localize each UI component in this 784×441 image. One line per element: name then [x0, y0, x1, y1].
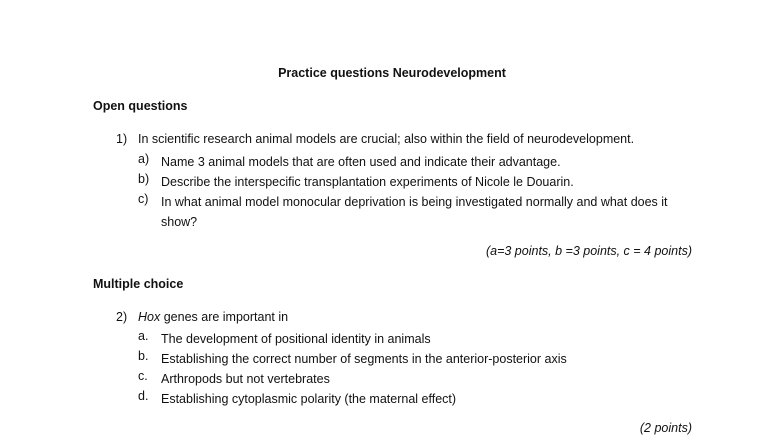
- open-questions-heading: Open questions: [93, 99, 188, 113]
- option-c-marker: c.: [138, 369, 148, 383]
- document-title: Practice questions Neurodevelopment: [278, 66, 506, 80]
- question-2-text-rest: genes are important in: [160, 310, 289, 324]
- question-2-number: 2): [116, 310, 128, 324]
- question-1-text: In scientific research animal models are crucial; also within the field of neurodevelopment.: [138, 132, 635, 146]
- sub-b-marker: b): [138, 172, 150, 186]
- question-2-points: (2 points): [639, 421, 692, 435]
- question-1-number: 1): [116, 132, 128, 146]
- question-1-points: (a=3 points, b =3 points, c = 4 points): [485, 244, 692, 258]
- sub-a-text: Name 3 animal models that are often used and indicate their advantage.: [161, 155, 561, 169]
- question-2-text-italic: Hox: [138, 310, 161, 324]
- multiple-choice-heading: Multiple choice: [93, 277, 184, 291]
- sub-a-marker: a): [138, 152, 150, 166]
- option-a-marker: a.: [138, 329, 149, 343]
- question-2-text: [138, 310, 288, 324]
- option-d-marker: d.: [138, 389, 149, 403]
- option-a-text: The development of positional identity in animals: [161, 332, 431, 346]
- option-d-text: Establishing cytoplasmic polarity (the maternal effect): [161, 392, 457, 406]
- sub-c-text: In what animal model monocular deprivation is being investigated normally and what does it show?: [161, 195, 668, 229]
- sub-b-text: Describe the interspecific transplantation experiments of Nicole le Douarin.: [161, 175, 574, 189]
- option-b-marker: b.: [138, 349, 149, 363]
- option-b-text: Establishing the correct number of segments in the anterior-posterior axis: [161, 352, 567, 366]
- option-c-text: Arthropods but not vertebrates: [161, 372, 330, 386]
- sub-c-marker: c): [138, 192, 149, 206]
